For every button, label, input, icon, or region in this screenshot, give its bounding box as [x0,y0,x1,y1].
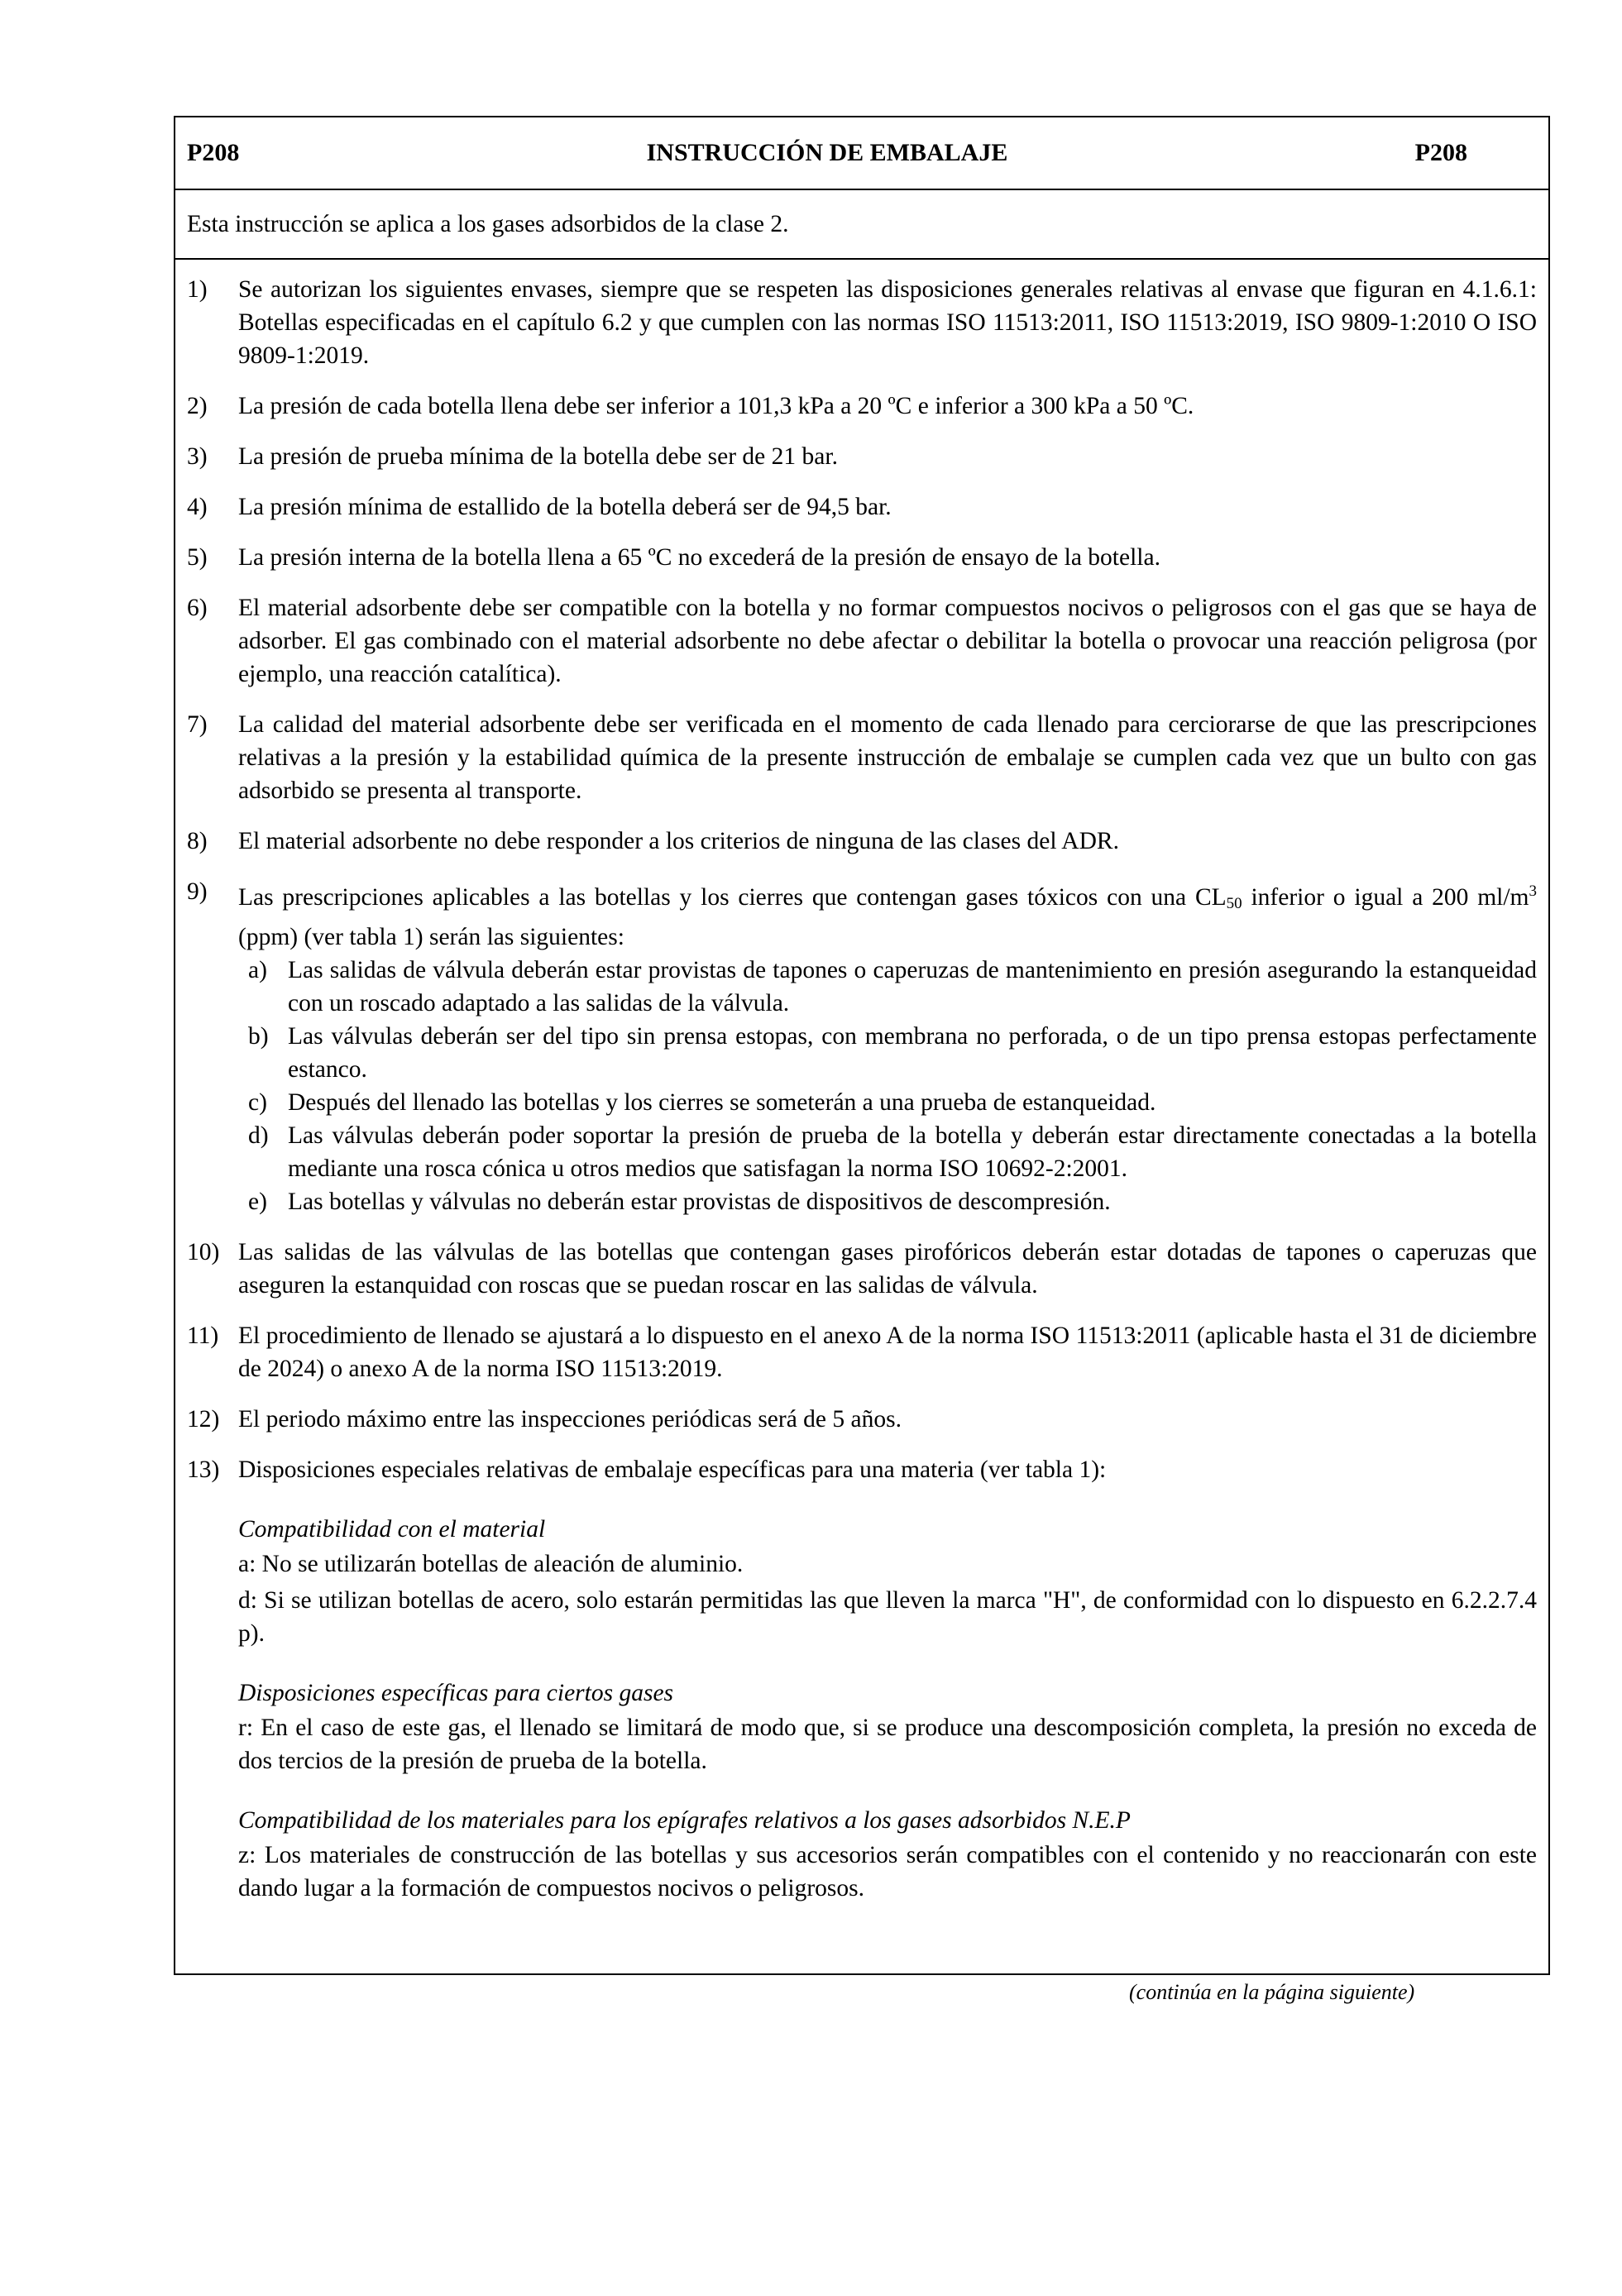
sub-label: c) [248,1089,267,1116]
sub-text: Las válvulas deberán ser del tipo sin prensa estopas, con membrana no perforada, o de un tipo prensa estopas perfectamente estanco. [288,1023,1537,1083]
item-9-text [238,875,1537,954]
list-item [187,1319,1537,1385]
sub-item [238,1119,1537,1185]
provisions-body [175,260,1548,1905]
sub-item [238,1185,1537,1218]
list-item-9 [187,875,1537,1218]
sub-list [238,954,1537,1218]
sub-label: b) [248,1023,269,1050]
list-item [187,1403,1537,1436]
item-text: La presión de prueba mínima de la botella debe ser de 21 bar. [238,443,838,470]
sub-label: e) [248,1189,267,1215]
item-text: Se autorizan los siguientes envases, siempre que se respeten las disposiciones generales relativas al envase que figuran en 4.1.6.1: Botellas especificadas en el capítulo 6.2 y que cumplen con las normas ISO 11513:2011, ISO 11513:2019, ISO 9809-1:2010 O ISO 9809-1:2019. [238,276,1537,369]
special-provisions [238,1513,1537,1905]
continuation-note: (continúa en la página siguiente) [1129,1980,1415,2004]
item-text: El procedimiento de llenado se ajustará a lo dispuesto en el anexo A de la norma ISO 11513:2011 (aplicable hasta el 31 de diciembre de 2024) o anexo A de la norma ISO 11513:2019. [238,1323,1537,1382]
packing-instruction-table [174,116,1550,1975]
item-number: 8) [187,828,208,854]
list-item [187,1236,1537,1302]
provision-a: a: No se utilizarán botellas de aleación de aluminio. [238,1551,744,1577]
sub-label: d) [248,1122,269,1149]
sub-item [238,1020,1537,1086]
item-number: 10) [187,1239,220,1265]
list-item [187,1453,1537,1486]
sub-item [238,954,1537,1020]
m3-superscript: 3 [1529,883,1537,900]
item-number: 7) [187,711,208,738]
item-text: El periodo máximo entre las inspecciones periódicas será de 5 años. [238,1406,902,1433]
intro-text: Esta instrucción se aplica a los gases adsorbidos de la clase 2. [187,210,789,237]
sub-item [238,1086,1537,1119]
lc50-subscript: 50 [1226,895,1242,912]
item-text: Las salidas de las válvulas de las botellas que contengan gases pirofóricos deberán estar dotadas de tapones o caperuzas que aseguren la estanquidad con roscas que se puedan roscar en las salidas de válvula. [238,1239,1537,1299]
item-number: 1) [187,276,208,303]
code-right: P208 [1414,139,1467,166]
item-text: La calidad del material adsorbente debe ser verificada en el momento de cada llenado para cerciorarse de que las prescripciones relativas a la presión y la estabilidad química de la presente instrucción de embalaje se cumplen cada vez que un bulto con gas adsorbido se presenta al transporte. [238,711,1537,804]
item-number: 3) [187,443,208,470]
list-item [187,273,1537,372]
sub-label: a) [248,957,267,983]
item-number: 9) [187,878,208,905]
item-text: La presión interna de la botella llena a 65 ºC no excederá de la presión de ensayo de la botella. [238,544,1160,571]
section-title-material-compatibility: Compatibilidad con el material [238,1516,546,1543]
list-item [187,708,1537,807]
code-left: P208 [187,139,240,166]
sub-text: Las salidas de válvula deberán estar provistas de tapones o caperuzas de mantenimiento en presión asegurando la estanqueidad con un roscado adaptado a las salidas de la válvula. [288,957,1537,1016]
section-title-specific-gases: Disposiciones específicas para ciertos gases [238,1680,674,1706]
item-text: Disposiciones especiales relativas de embalaje específicas para una materia (ver tabla 1): [238,1457,1107,1483]
section-title-nep-compatibility: Compatibilidad de los materiales para los epígrafes relativos a los gases adsorbidos N.E.P [238,1807,1131,1834]
item-text: El material adsorbente no debe responder a los criterios de ninguna de las clases del ADR. [238,828,1119,854]
list-item [187,541,1537,574]
item-number: 11) [187,1323,219,1349]
provision-d: d: Si se utilizan botellas de acero, solo estarán permitidas las que lleven la marca "H", de conformidad con lo dispuesto en 6.2.2.7.4 p). [238,1587,1537,1647]
sub-text: Después del llenado las botellas y los cierres se someterán a una prueba de estanqueidad. [288,1089,1156,1116]
item-9-text-a: Las prescripciones aplicables a las botellas y los cierres que contengan gases tóxicos con una CL [238,884,1227,911]
item-text: La presión de cada botella llena debe ser inferior a 101,3 kPa a 20 ºC e inferior a 300 kPa a 50 ºC. [238,393,1194,419]
item-number: 12) [187,1406,220,1433]
item-text: El material adsorbente debe ser compatible con la botella y no formar compuestos nocivos o peligrosos con el gas que se haya de adsorber. El gas combinado con el material adsorbente no debe afectar o debilitar la botella o provocar una reacción peligrosa (por ejemplo, una reacción catalítica). [238,595,1537,687]
item-text: La presión mínima de estallido de la botella deberá ser de 94,5 bar. [238,494,892,520]
item-number: 5) [187,544,208,571]
item-number: 2) [187,393,208,419]
instruction-title: INSTRUCCIÓN DE EMBALAJE [646,139,1008,166]
sub-text: Las botellas y válvulas no deberán estar provistas de dispositivos de descompresión. [288,1189,1111,1215]
provision-z: z: Los materiales de construcción de las botellas y sus accesorios serán compatibles con el contenido y no reaccionarán con este dando lugar a la formación de compuestos nocivos o peligrosos. [238,1842,1537,1901]
item-9-text-c: (ppm) (ver tabla 1) serán las siguientes: [238,924,624,950]
item-number: 13) [187,1457,220,1483]
list-item [187,825,1537,858]
item-number: 6) [187,595,208,621]
provision-r: r: En el caso de este gas, el llenado se limitará de modo que, si se produce una descomposición completa, la presión no exceda de dos tercios de la presión de prueba de la botella. [238,1715,1537,1774]
item-9-text-b: inferior o igual a 200 ml/m [1242,884,1529,911]
item-number: 4) [187,494,208,520]
list-item [187,390,1537,423]
intro-row [175,190,1548,260]
item-9-content [238,875,1537,1218]
list-item [187,490,1537,524]
list-item [187,591,1537,691]
sub-text: Las válvulas deberán poder soportar la presión de prueba de la botella y deberán estar directamente conectadas a la botella mediante una rosca cónica u otros medios que satisfagan la norma ISO 10692-2:2001. [288,1122,1537,1182]
table-header [175,117,1548,190]
list-item [187,440,1537,473]
